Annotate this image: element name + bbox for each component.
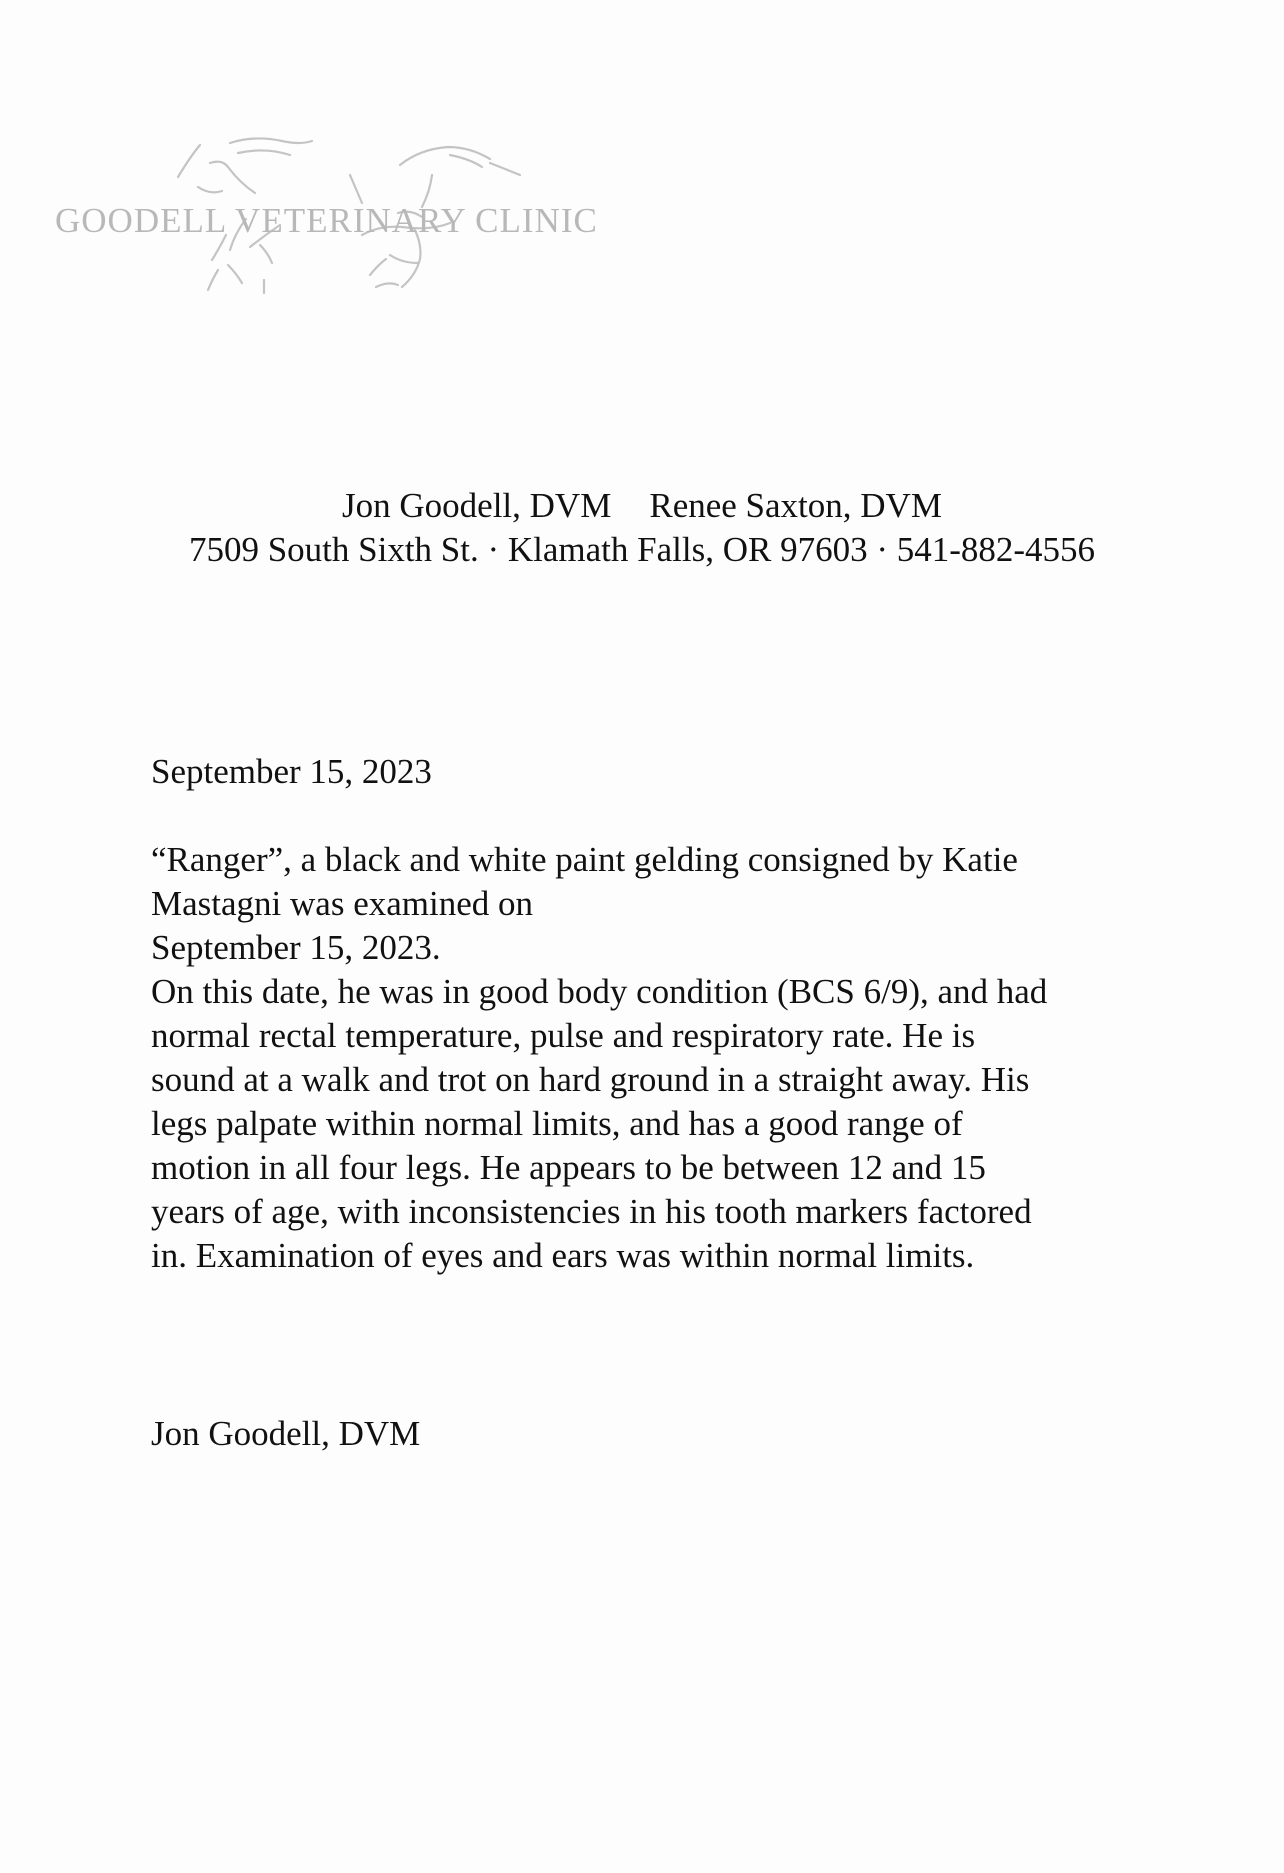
letter-date: September 15, 2023 bbox=[151, 752, 432, 791]
body-line: sound at a walk and trot on hard ground in a straight away. His bbox=[151, 1060, 1030, 1099]
clinic-logo bbox=[50, 135, 670, 325]
body-line: normal rectal temperature, pulse and respiratory rate. He is bbox=[151, 1016, 976, 1055]
body-line: legs palpate within normal limits, and has a good range of bbox=[151, 1104, 963, 1143]
body-line: September 15, 2023. bbox=[151, 928, 441, 967]
signature-name: Jon Goodell, DVM bbox=[151, 1414, 421, 1453]
body-line: motion in all four legs. He appears to be between 12 and 15 bbox=[151, 1148, 986, 1187]
body-line: “Ranger”, a black and white paint gelding consigned by Katie bbox=[151, 840, 1018, 879]
body-line: Mastagni was examined on bbox=[151, 884, 533, 923]
body-line: years of age, with inconsistencies in his tooth markers factored bbox=[151, 1192, 1032, 1231]
doctor-1-name: Jon Goodell, DVM bbox=[342, 486, 612, 525]
clinic-address: 7509 South Sixth St. · Klamath Falls, OR 97603 · 541-882-4556 bbox=[188, 530, 1096, 569]
doctor-2-name: Renee Saxton, DVM bbox=[649, 486, 942, 525]
doctors-line bbox=[0, 484, 1284, 528]
letterhead-contact bbox=[0, 484, 1284, 572]
letter-body bbox=[151, 838, 1141, 1278]
clinic-name: GOODELL VETERINARY CLINIC bbox=[55, 201, 598, 240]
body-line: in. Examination of eyes and ears was within normal limits. bbox=[151, 1236, 975, 1275]
body-line: On this date, he was in good body condition (BCS 6/9), and had bbox=[151, 972, 1048, 1011]
